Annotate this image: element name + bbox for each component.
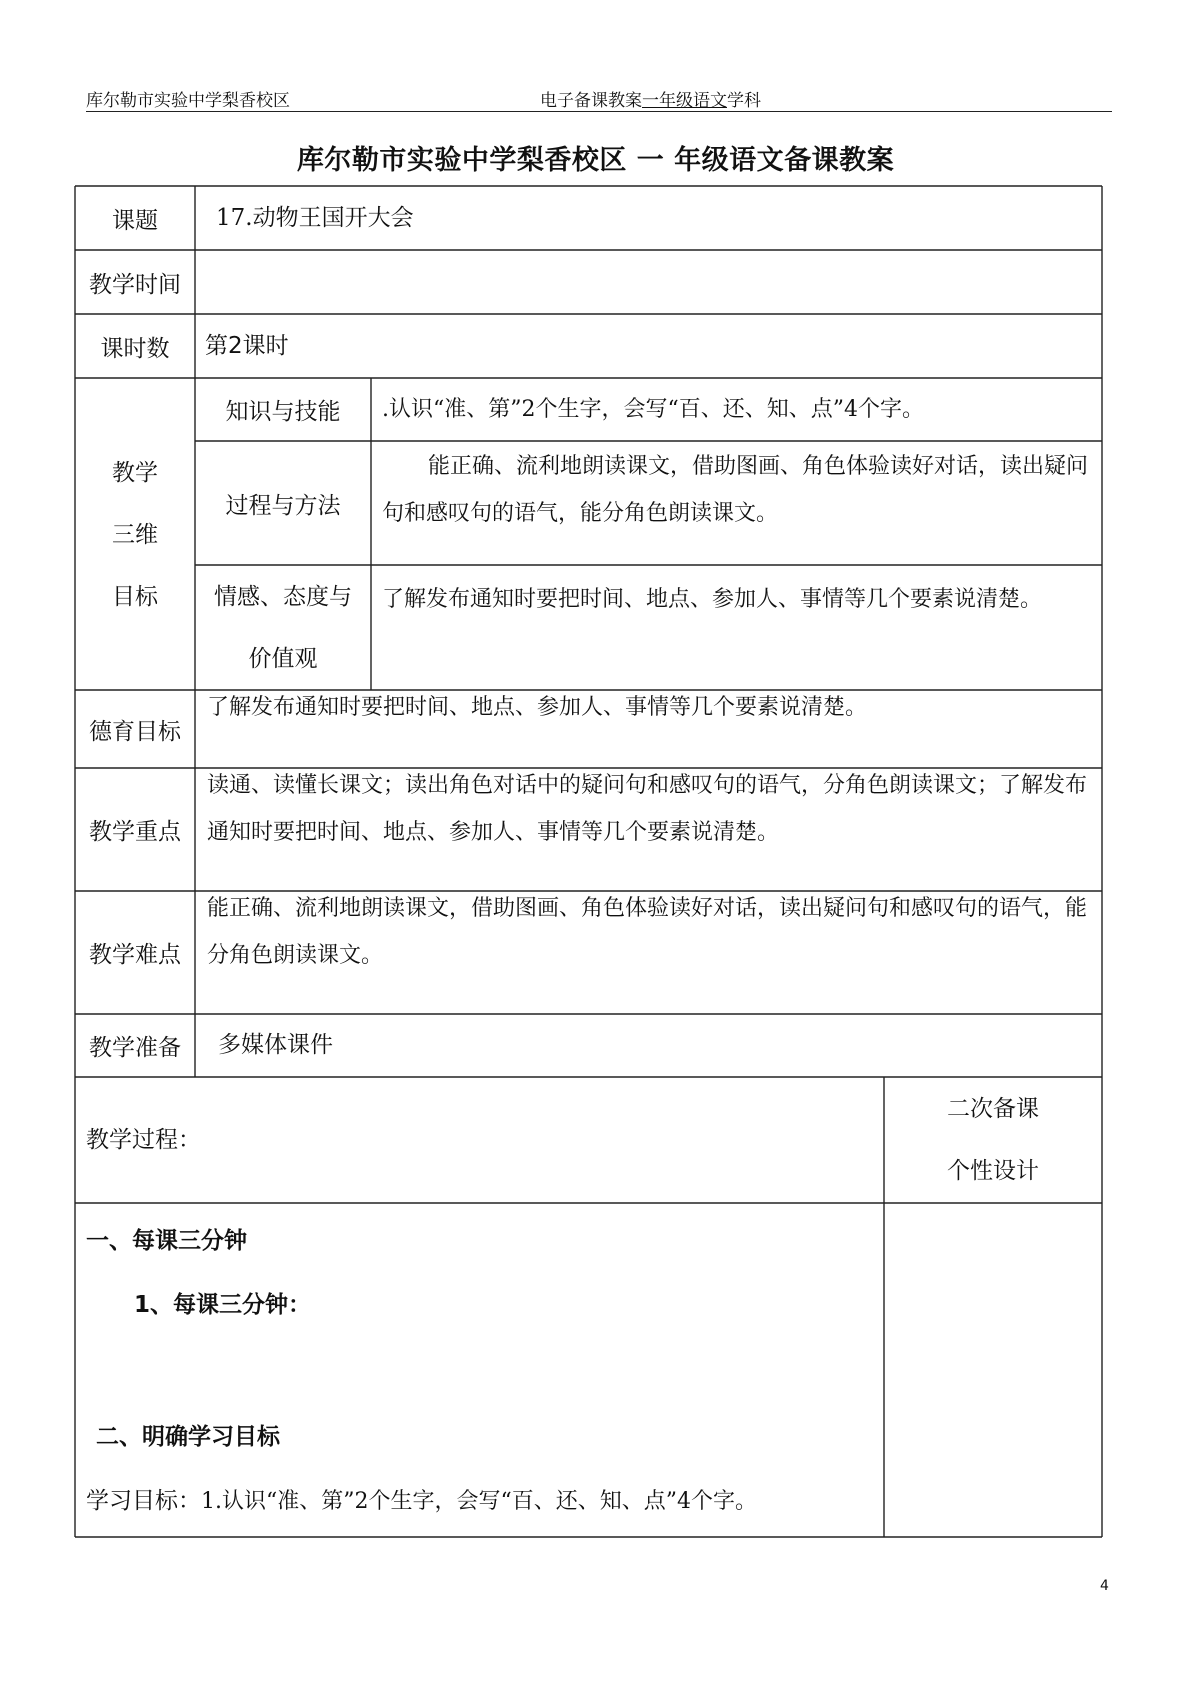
- second-prep-label: [884, 1077, 1102, 1203]
- topic-value: 17.动物王国开大会: [216, 205, 414, 231]
- periods-value: 第2课时: [205, 333, 289, 359]
- goals-label-line-3: 目标: [112, 584, 158, 610]
- header-doc-grade: 一年级语文: [642, 91, 727, 111]
- header-doc-type: [540, 86, 761, 111]
- emotion-label-line-2: 价值观: [248, 645, 318, 672]
- knowledge-label: 知识与技能: [225, 399, 341, 425]
- learning-goal-text: 1.认识“准、第”2个生字，会写“百、还、知、点”4个字。: [201, 1489, 757, 1514]
- header-doc-prefix: 电子备课教案: [540, 91, 642, 111]
- page-number: 4: [1100, 1578, 1109, 1594]
- section-2-title: 二、明确学习目标: [96, 1424, 280, 1450]
- learning-goal: [86, 1482, 757, 1515]
- knowledge-value: .认识“准、第”2个生字，会写“百、还、知、点”4个字。: [382, 397, 924, 422]
- header-doc-suffix: 学科: [727, 91, 761, 111]
- process-method-value: 能正确、流利地朗读课文，借助图画、角色体验读好对话，读出疑问句和感叹句的语气，能分角色朗读课文。: [382, 454, 1089, 526]
- difficulties-value: 能正确、流利地朗读课文，借助图画、角色体验读好对话，读出疑问句和感叹句的语气，能分角色朗读课文。: [207, 896, 1088, 968]
- second-prep-line-1: 二次备课: [947, 1096, 1039, 1122]
- key-points-value: 读通、读懂长课文；读出角色对话中的疑问句和感叹句的语气，分角色朗读课文；了解发布通知时要把时间、地点、参加人、事情等几个要素说清楚。: [207, 773, 1088, 845]
- goals-label-line-1: 教学: [112, 460, 158, 486]
- time-value: [205, 250, 1085, 314]
- key-points-label: 教学重点: [89, 819, 181, 845]
- goals-label-line-2: 三维: [112, 522, 158, 548]
- page-title: 库尔勒市实验中学梨香校区 一 年级语文备课教案: [296, 145, 895, 176]
- process-method-label: 过程与方法: [225, 492, 341, 519]
- preparation-label: 教学准备: [89, 1035, 181, 1061]
- section-1-item: 1、每课三分钟：: [134, 1292, 312, 1318]
- emotion-label-line-1: 情感、态度与: [214, 583, 352, 610]
- process-label: 教学过程：: [86, 1127, 201, 1153]
- header-rule: [86, 111, 1112, 112]
- preparation-value: 多媒体课件: [218, 1032, 333, 1058]
- section-1-title: 一、每课三分钟: [86, 1228, 247, 1254]
- periods-label: 课时数: [100, 335, 170, 362]
- learning-goal-label: 学习目标：: [86, 1488, 201, 1514]
- goals-label: [75, 440, 195, 630]
- time-label: 教学时间: [89, 271, 181, 298]
- difficulties-label: 教学难点: [89, 942, 181, 968]
- emotion-value: 了解发布通知时要把时间、地点、参加人、事情等几个要素说清楚。: [382, 587, 1043, 612]
- moral-value: 了解发布通知时要把时间、地点、参加人、事情等几个要素说清楚。: [207, 695, 868, 720]
- second-prep-line-2: 个性设计: [947, 1158, 1039, 1184]
- header-school: 库尔勒市实验中学梨香校区: [86, 91, 290, 111]
- emotion-label: [195, 565, 371, 690]
- topic-label: 课题: [112, 207, 158, 234]
- moral-label: 德育目标: [89, 718, 181, 745]
